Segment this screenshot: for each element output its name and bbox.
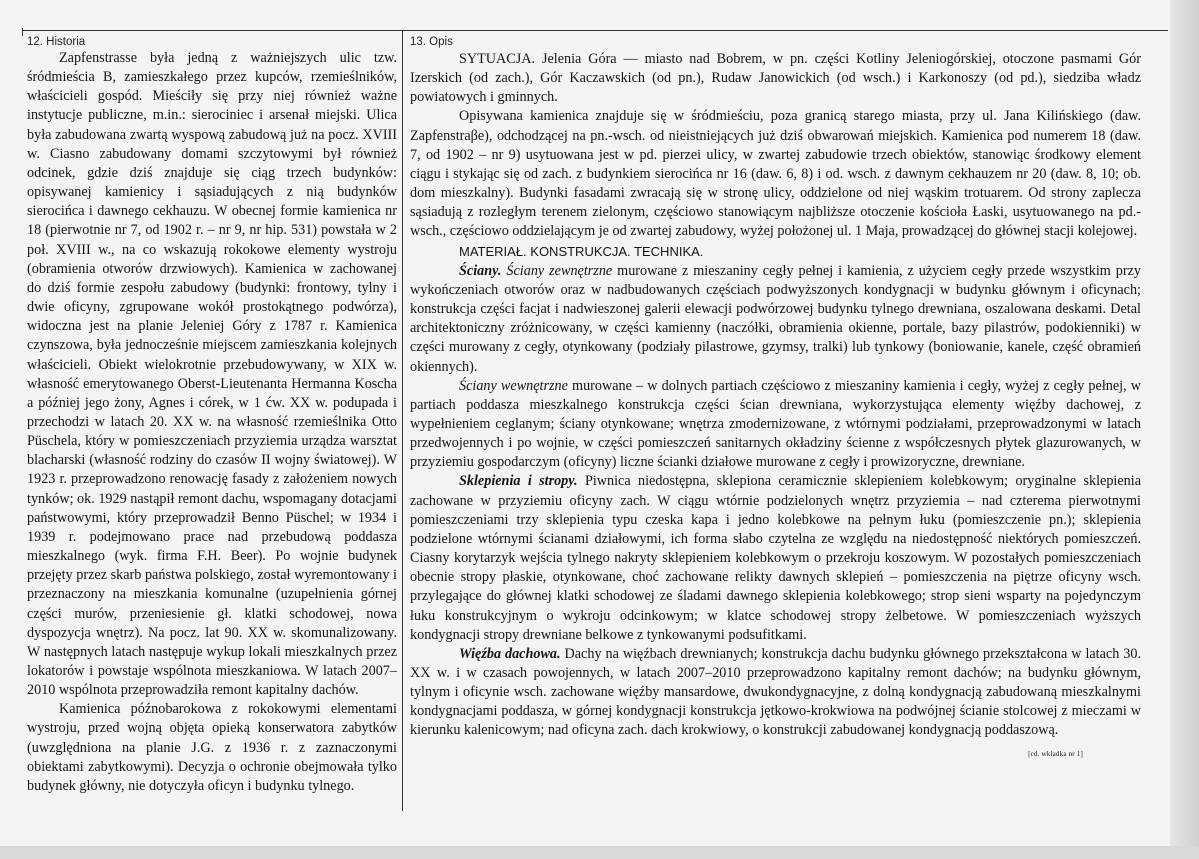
left-rule-tick: [22, 28, 23, 36]
description-section-label: 13. Opis: [410, 36, 453, 48]
situation-paragraph: SYTUACJA. Jelenia Góra — miasto nad Bobrem, w pn. części Kotliny Jeleniogórskiej, otoczone pasmami Gór Izerskich (od zach.), Gór Kaczawskich (od pn.), Rudaw Janowickich (od wsch.) i Karkonoszy (od pd.), siedziba władz powiatowych i gminnych.: [410, 51, 1141, 106]
top-rule: [22, 30, 1168, 31]
walls-title: Ściany.: [459, 262, 502, 279]
scan-edge-bottom: [0, 846, 1199, 859]
scan-edge-right: [1170, 0, 1199, 859]
history-paragraph-1: Zapfenstrasse była jedną z ważniejszych ulic tzw. śródmieścia B, zamieszkałego przez kupców, rzemieślników, właścicieli gospód. Mieściły się przy niej również ważne instytucje publiczne, m.in.: sierociniec i arsenał miejski. Ulica była zabudowana zwartą wyspową zabudową już na pocz. XVIII w. Ciasno zabudowany domami szczytowymi był również odcinek, gdzie dziś znajduje się ciąg trzech budynków: opisywanej kamienicy i sąsiadujących z nią budynków sierocińca i dawnego cekhauzu. W obecnej formie kamienica nr 18 (pierwotnie nr 7, od 1902 r. – nr 9, nr hip. 531) powstała w 2 poł. XVIII w., na co wskazują rokokowe elementy wystroju (obramienia otworów drzwiowych). Kamienica w zachowanej do dziś formie zespołu zabudowy (budynki: frontowy, tylny i dwie oficyny, zgrupowane wokół prostokątnego podwórza), widoczna jest na planie Jeleniej Góry z 1787 r. Kamienica czynszowa, była jednocześnie miejscem zamieszkania kolejnych właścicieli. Obiekt wielokrotnie przebudowywany, w XIX w. własność emerytowanego Oberst-Lieutenanta Hermanna Koscha a później jego żony, Agnes i córek, w 1 ćw. XX w. podupada i przechodzi w latach 20. XX w. na własność rzemieślnika Otto Püschela, który w pomieszczeniach przyziemia urządza warsztat blacharski (własność rodziny do czasów II wojny światowej). W 1923 r. przeprowadzono renowację fasady z założeniem nowych tynków; ok. 1929 nastąpił remont dachu, wspomagany dotacjami państwowymi, który przeprowadził Benno Püschel; w 1934 i 1939 r. podejmowano prace nad przebudową poddasza mieszkalnego (wyk. firma F.H. Beer). Po wojnie budynek przejęty przez skarb państwa polskiego, został wyremontowany i przeznaczony na mieszkania komunalne (uzupełnienia górnej części murów, przeniesienie gł. klatki schodowej, nowa dyspozycja wnętrz). Na pocz. lat 90. XX w. skomunalizowany. W następnych latach następuje wykup lokali mieszkalnych przez lokatorów i powstaje wspólnota mieszkaniowa. W latach 2007–2010 wspólnota przeprowadziła remont kapitalny dachów.: [27, 50, 397, 699]
vaults-text: Piwnica niedostępna, sklepiona ceramicznie sklepieniem kolebkowym; oryginalne sklepienia zachowane w przyziemiu oficyny zach. W ciągu wtórnie podzielonych wnętrz przyziemia – nad czterema pierwotnymi pomieszczeniami trzy sklepienia typu czeska kapa i jedno kolebkowe na pełnym łuku (pomieszczenie pn.); sklepienia podzielone wtórnymi ścianami działowymi, ich forma słabo czytelna ze względu na niedostępność niektórych pomieszczeń. Ciasny korytarzyk wejścia tylnego nakryty sklepieniem kolebkowym o przekroju koszowym. W pozostałych pomieszczeniach obecnie stropy płaskie, otynkowane, choć zachowane relikty dawnych sklepień – pomieszczenia na piętrze oficyny wsch. przylegające do głównej klatki schodowej ze śladami dawnego sklepienia kolebkowego; strop sieni wsparty na pojedynczym łuku konstrukcyjnym o wykroju odcinkowym; w klatce schodowej stropy żelbetowe. W pomieszczeniach wyższych kondygnacji stropy drewniane belkowe z tynkowanymi podsufitkami.: [410, 473, 1141, 643]
walls-ext-text: murowane z mieszaniny cegły pełnej i kamienia, z użyciem cegły przede wszystkim przy wykończeniach otworów oraz w nadbudowanych częściach podwyższonych kondygnacji w budynku głównym i oficynach; konstrukcja części facjat i nadwieszonej galerii elewacji podwórzowej budynku tylnego drewniana, oszalowana deskami. Detal architektoniczny zróżnicowany, w części kamienny (naczółki, obramienia okienne, portale, bazy pilastrów, podokienniki) w części murowany z cegły, otynkowany (podziały pilastrowe, gzymsy, tralki) lub tynkowy (boniowanie, kanele, część obramień okiennych).: [410, 262, 1142, 375]
walls-int-label: Ściany wewnętrzne: [459, 377, 568, 394]
continued-note: [cd. wkładka nr 1]: [1028, 749, 1083, 758]
location-paragraph: Opisywana kamienica znajduje się w śródmieściu, poza granicą starego miasta, przy ul. Jana Kilińskiego (daw. Zapfenstraβe), odchodzącej na pn.-wsch. od nieistniejących już dziś obwarowań miejskich. Kamienica pod numerem 18 (daw. 7, od 1902 – nr 9) usytuowana jest w pd. pierzei ulicy, w zwartej zabudowie trzech obiektów, stanowiąc środkowy element ciągu i stykając się od zach. z budynkiem sierocińca nr 16 (daw. 6, 8) i od. wsch. z dawnym cekhauzem nr 20 (daw. 8, 10; ob. dom mieszkalny). Budynki fasadami zwracają się w stronę ulicy, oddzielone od niej wąskim trotuarem. Od strony zaplecza sąsiadują z rozległym terenem zielonym, częściowo stanowiącym najbliższe otoczenie kościoła Łaski, usytuowanego na pd.-wsch., częściowo oddzielającym je od zwartej zabudowy, wyżej położonej ul. 1 Maja, prowadzącej do głównej stacji kolejowej.: [410, 108, 1141, 240]
material-heading-line: [410, 242, 1141, 262]
column-divider: [402, 31, 403, 811]
walls-int-text: murowane – w dolnych partiach częściowo z mieszaniny kamienia i cegły, wyżej z cegły pełnej, w partiach poddasza mieszkalnego konstrukcja części ścian drewniana, wykorzystująca elementy więźby dachowej, z wypełnieniem ceglanym; ściany otynkowane; wnętrza zmodernizowane, z wtórnymi podziałami, przeprowadzonymi w latach przedwojennych i po wojnie, w części pomieszczeń sanitarnych okładziny ścienne z współczesnych płytek glazurowanych, w przyziemiu gospodarczym (oficyny) liczne ścianki działowe murowane z cegły i prowizoryczne, drewniane.: [410, 377, 1141, 471]
walls-paragraph: [410, 262, 1141, 377]
walls-int-paragraph: [410, 377, 1141, 473]
vaults-paragraph: [410, 472, 1141, 644]
vaults-title: Sklepienia i stropy.: [459, 473, 578, 490]
history-paragraph-2: Kamienica późnobarokowa z rokokowymi elementami wystroju, przed wojną objęta opieką konserwatora zabytków (uwzględniona na planie J.G. z 1936 r. z zaznaczonymi obiektami zabytkowymi). Decyzja o ochronie obejmowała tylko budynek główny, nie dotyczyła oficyn i budynku tylnego.: [27, 701, 397, 794]
material-heading: MATERIAŁ. KONSTRUKCJA. TECHNIKA.: [459, 243, 704, 259]
roof-text: Dachy na więźbach drewnianych; konstrukcja dachu budynku głównego przekształcona w latach 30. XX w. i w czasach powojennych, w latach 2007–2010 przeprowadzono kapitalny remont dachów; na budynku głównym, tylnym i oficynie wsch. zachowane więźby mansardowe, dwukondygnacyjne, z dolną kondygnacją zabudowaną mieszkalnymi kondygnacjami poddasza, w górnej kondygnacji konstrukcja jętkowo-krokwiowa na podwójnej ścianie stolcowej z mieczami w kierunku kalenicowym; nad oficyna zach. dach krokwiowy, o konstrukcji zabudowanej kondygnacją poddaszową.: [410, 645, 1141, 739]
roof-paragraph: [410, 645, 1141, 758]
history-column: [27, 49, 397, 796]
history-section-label: 12. Historia: [27, 36, 86, 48]
description-column: [410, 50, 1141, 764]
walls-ext-label: Ściany zewnętrzne: [506, 262, 613, 279]
roof-title: Więźba dachowa.: [459, 645, 561, 662]
